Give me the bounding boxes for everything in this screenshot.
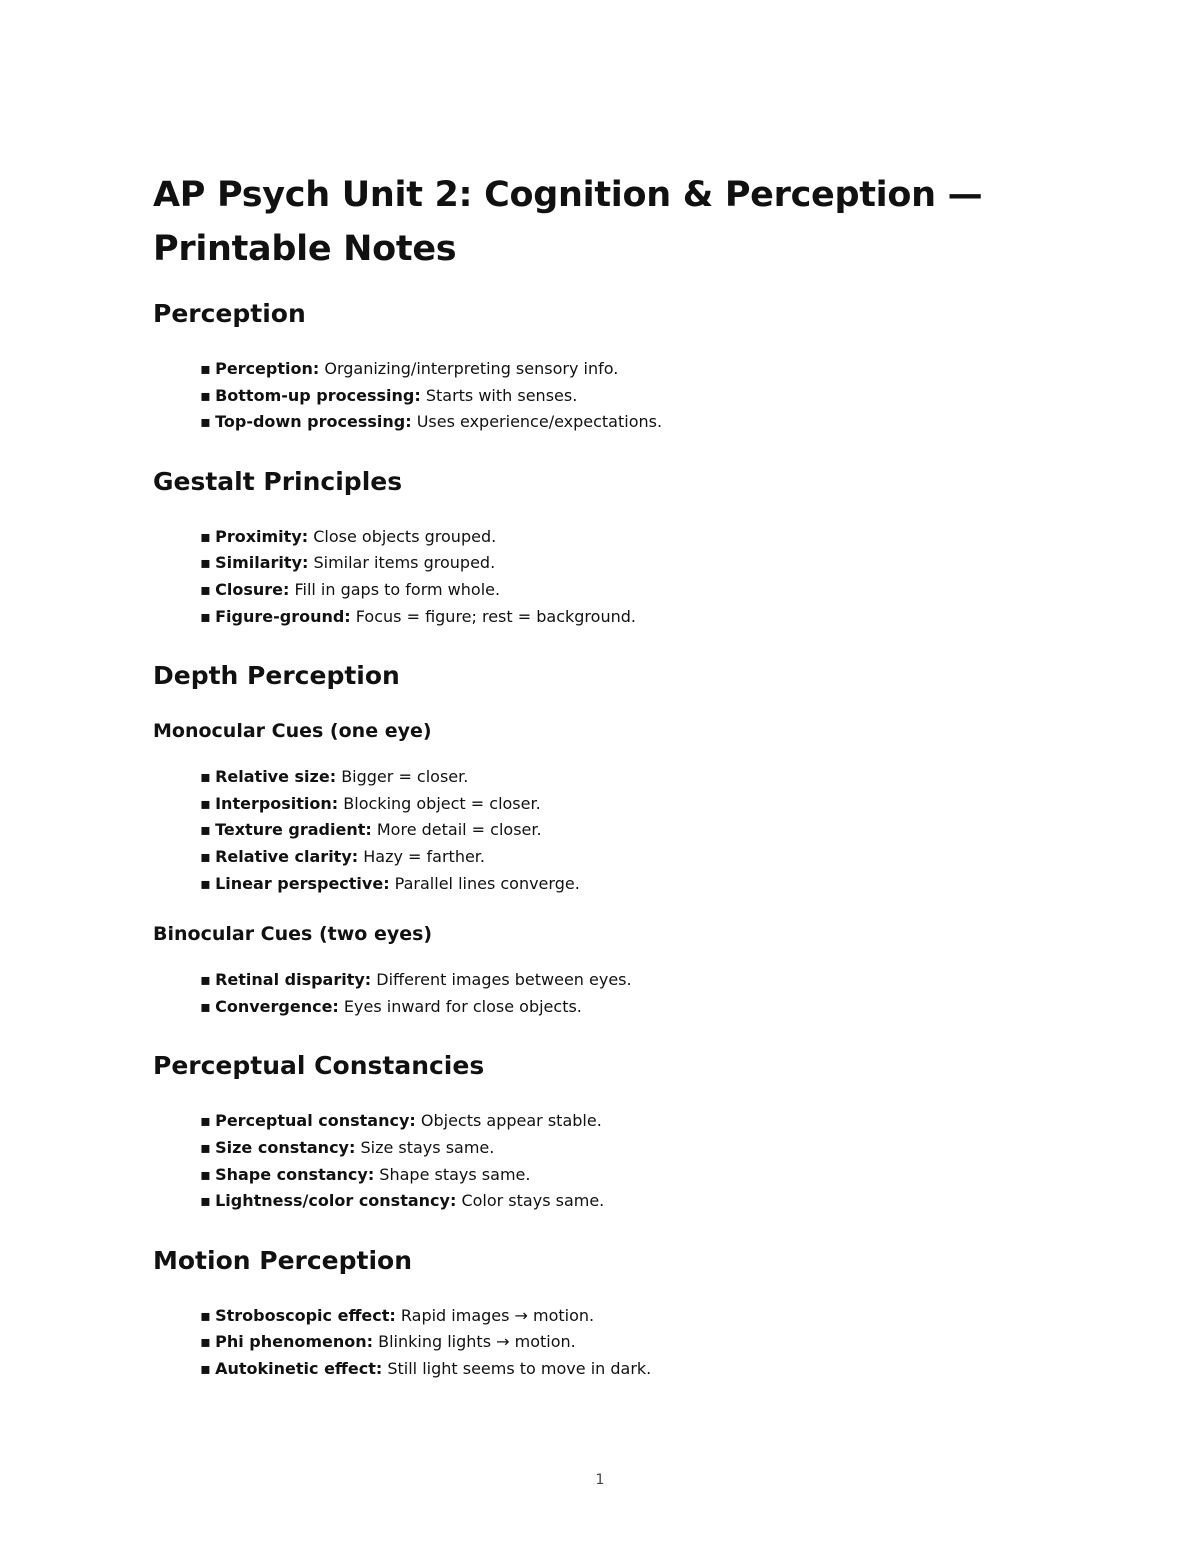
bullet-icon: ▪ [200, 767, 211, 787]
page-title-line-1: AP Psych Unit 2: Cognition & Perception — [153, 175, 983, 215]
list-item: ▪ Phi phenomenon: Blinking lights → motion. [200, 1329, 1053, 1356]
binocular-list [153, 967, 1053, 1020]
bullet-icon: ▪ [200, 793, 211, 813]
list-item: ▪ Autokinetic effect: Still light seems to move in dark. [200, 1356, 1053, 1383]
bullet-icon: ▪ [200, 359, 211, 378]
section-heading-gestalt: Gestalt Principles [153, 466, 403, 496]
constancies-list [153, 1108, 1053, 1214]
section-heading-motion: Motion Perception [153, 1245, 413, 1275]
list-item: ▪ Linear perspective: Parallel lines converge. [200, 871, 1053, 898]
bullet-icon: ▪ [200, 526, 211, 546]
section-perceptual-constancies [153, 1050, 1053, 1214]
bullet-icon: ▪ [200, 1111, 211, 1131]
list-item: ▪ Perceptual constancy: Objects appear stable. [200, 1108, 1053, 1135]
list-item: ▪ Lightness/color constancy: Color stays same. [200, 1188, 1053, 1215]
list-item: ▪ Texture gradient: More detail = closer. [200, 817, 1053, 844]
bullet-icon: ▪ [200, 1358, 211, 1378]
list-item: ▪ Relative size: Bigger = closer. [200, 764, 1053, 791]
monocular-list [153, 764, 1053, 897]
bullet-icon: ▪ [200, 996, 211, 1016]
bullet-icon: ▪ [200, 873, 211, 893]
page-title [153, 168, 1053, 276]
list-item: ▪ Closure: Fill in gaps to form whole. [200, 577, 1053, 604]
page-number: 1 [595, 1472, 605, 1488]
section-perception [153, 298, 1053, 436]
section-heading-constancies: Perceptual Constancies [153, 1051, 485, 1081]
bullet-icon: ▪ [200, 1305, 211, 1325]
list-item: ▪ Bottom-up processing: Starts with senses. [200, 383, 1053, 410]
document-content [153, 168, 1053, 1382]
bullet-icon: ▪ [200, 1137, 211, 1157]
bullet-icon: ▪ [200, 846, 211, 866]
bullet-icon: ▪ [200, 1332, 211, 1352]
list-item: ▪ Size constancy: Size stays same. [200, 1135, 1053, 1162]
list-item: ▪ Relative clarity: Hazy = farther. [200, 844, 1053, 871]
gestalt-list [153, 524, 1053, 630]
bullet-icon: ▪ [200, 1191, 211, 1211]
list-item: ▪ Convergence: Eyes inward for close objects. [200, 994, 1053, 1021]
section-motion-perception [153, 1245, 1053, 1383]
motion-list [153, 1303, 1053, 1383]
list-item: ▪ Stroboscopic effect: Rapid images → motion. [200, 1303, 1053, 1330]
bullet-icon: ▪ [200, 579, 211, 599]
section-gestalt [153, 466, 1053, 630]
list-item: ▪ Retinal disparity: Different images between eyes. [200, 967, 1053, 994]
list-item: ▪ Top-down processing: Uses experience/expectations. [200, 409, 1053, 436]
list-item: ▪ Interposition: Blocking object = closer. [200, 791, 1053, 818]
perception-list [153, 356, 1053, 436]
list-item: ▪ Proximity: Close objects grouped. [200, 524, 1053, 551]
bullet-icon: ▪ [200, 1164, 211, 1184]
page-title-line-2: Printable Notes [153, 229, 457, 269]
bullet-icon: ▪ [200, 606, 211, 626]
bullet-icon: ▪ [200, 970, 211, 990]
subheading-binocular: Binocular Cues (two eyes) [153, 923, 433, 946]
bullet-icon: ▪ [200, 412, 211, 432]
bullet-icon: ▪ [200, 385, 211, 405]
list-item: ▪ Figure-ground: Focus = figure; rest = background. [200, 604, 1053, 631]
section-depth-perception [153, 660, 1053, 1020]
list-item: ▪ Perception: Organizing/interpreting sensory info. [200, 356, 1053, 383]
section-heading-perception: Perception [153, 299, 306, 328]
list-item: ▪ Shape constancy: Shape stays same. [200, 1162, 1053, 1189]
list-item: ▪ Similarity: Similar items grouped. [200, 550, 1053, 577]
bullet-icon: ▪ [200, 820, 211, 840]
bullet-icon: ▪ [200, 553, 211, 573]
section-heading-depth: Depth Perception [153, 661, 400, 691]
subheading-monocular: Monocular Cues (one eye) [153, 720, 432, 743]
